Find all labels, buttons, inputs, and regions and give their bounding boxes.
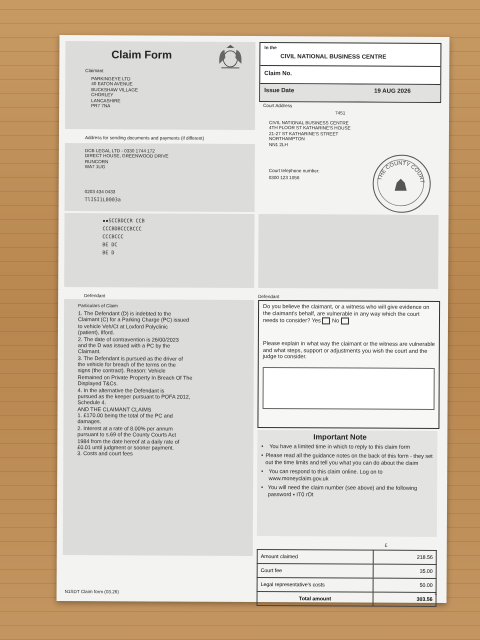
no-checkbox[interactable]: [341, 318, 349, 325]
court-telephone: 0300 123 1056: [268, 175, 300, 181]
amount-claimed-label: Amount claimed: [257, 550, 373, 565]
total-amount-value: 303.56: [373, 592, 436, 606]
court-seal-icon: [373, 155, 429, 211]
issue-date-value: 19 AUG 2026: [374, 88, 411, 95]
particulars-label: Particulars of Claim: [78, 303, 118, 309]
table-row: [257, 592, 436, 607]
important-bullet: You have a limited time in which to reply to this claim form: [269, 444, 411, 451]
important-note-heading: Important Note: [313, 432, 367, 442]
amount-claimed-value: 218.56: [373, 550, 436, 564]
form-title: Claim Form: [111, 49, 172, 62]
royal-crest-icon: [215, 44, 245, 70]
no-label: No: [331, 318, 340, 325]
important-bullet: You will need the claim number (see above) and the following password ▪ IT0 rOt: [267, 485, 418, 499]
divider: [260, 65, 440, 67]
court-name: CIVIL NATIONAL BUSINESS CENTRE: [280, 54, 387, 61]
issue-date-label: Issue Date: [264, 88, 295, 95]
table-row: [257, 578, 436, 593]
service-address: DCB LEGAL LTD - 0330 1744 172 DIRECT HOUSE, GREENWOOD DRIVE RUNCORN WA7 1UG: [84, 148, 169, 170]
vulnerability-question: Do you believe the claimant, or a witness who will give evidence on the claimant's behalf, are vulnerable in any way which the court needs to consider? Yes No: [262, 304, 430, 325]
particulars-text: 1. The Defendant (D) is indebted to the Claimant (C) for a Parking Charge (PC) issued to vehicle Veh/Ct at Loxford Polyclinic (patient), Ilford. 2. The date of contravention is 26/00/2023 and the D was issued with a PC by the Claimant. 3. The Defendant is pursued as the driver of the vehicle for breach of the terms on the signs (the contract). Reason: Vehicle Remained on Private Property In Breach Of The Displayed T&Cs. 4. In the alternative the Defendant is pursued as the keeper pursuant to POFA 2012, Schedule 4. AND THE CLAIMANT CLAIMS 1. £170.00 being the total of the PC and damages. 2. Interest at a rate of 8.00% per annum pursuant to s.69 of the County Courts Act 1984 from the date hereof at a daily rate of £0.01 until judgment or sooner payment. 3. Costs and court fees: [77, 311, 193, 458]
currency-symbol: £: [384, 542, 388, 548]
court-telephone-label: Court telephone number:: [268, 168, 320, 174]
vulnerability-explain: Please explain in what way the claimant or the witness are vulnerable and what steps, support or adjustments you wish the court and the judge to consider.: [262, 341, 435, 361]
service-phone: 0203 434 0433: [84, 189, 116, 195]
total-amount-label: Total amount: [257, 592, 373, 607]
claim-form-paper: [57, 35, 450, 603]
page-number: 1: [434, 590, 438, 596]
claim-no-label: Claim No.: [264, 71, 292, 78]
seal-text: THE COUNTY COURT: [377, 160, 425, 184]
defendant-label-right: Defendant: [258, 294, 280, 300]
important-note-list: • You have a limited time in which to reply to this claim form • Please read all the guidance notes on the back of this form - they set out the time limits and tell you what you can do about the claim • You can respond to this claim online. Log on to www.moneyclaim.gov.uk • You will need the claim number (see above) and the following password ▪ IT0 rOt: [261, 444, 433, 499]
form-code: N1SDT Claim form (03.26): [64, 589, 119, 595]
court-details-box: [259, 42, 441, 103]
court-address: CIVIL NATIONAL BUSINESS CENTRE 4TH FLOOR ST KATHARINE'S HOUSE 21-27 ST KATHARINE'S STREET NORTHAMPTON NN1 2LH: [268, 120, 351, 147]
court-address-label: Court Address: [263, 103, 293, 109]
claimant-address: PARKINGEYE LTD 40 EATON AVENUE BUCKSHAW VILLAGE CHORLEY LANCASHIRE PR7 7NA: [91, 76, 139, 109]
yes-checkbox[interactable]: [322, 318, 330, 325]
court-fee-label: Court fee: [257, 564, 373, 579]
court-fee-value: 35.00: [373, 564, 436, 578]
defendant-address-panel: [64, 213, 254, 288]
table-row: [257, 564, 436, 579]
table-row: [257, 550, 436, 565]
important-bullet: You can respond to this claim online. Log on to www.moneyclaim.gov.uk: [268, 469, 383, 483]
claimant-label: Claimant: [85, 68, 104, 74]
yes-label: Yes: [311, 318, 321, 325]
service-address-label: Address for sending documents and payments (if different): [84, 135, 205, 141]
vulnerability-box: [257, 300, 440, 429]
totals-table: [256, 549, 436, 607]
defendant-label-left: Defendant: [84, 293, 106, 299]
legal-costs-value: 50.00: [373, 578, 436, 592]
legal-costs-label: Legal representative's costs: [257, 578, 373, 593]
court-use-panel: [258, 214, 438, 289]
in-the-label: In the: [264, 45, 277, 51]
important-bullet: Please read all the guidance notes on the back of this form - they set out the time limits and tell you what you can do about the claim: [265, 453, 433, 467]
vulnerability-text-field[interactable]: [263, 367, 435, 410]
defendant-address-codes: ▪▪SCCBDCCR CCB CCCBDBCCCBCCC CCCBCCC BE DC BE D: [102, 218, 145, 257]
service-ref: TlISI1L0003a: [84, 197, 121, 204]
court-address-code: 7451: [335, 110, 346, 116]
